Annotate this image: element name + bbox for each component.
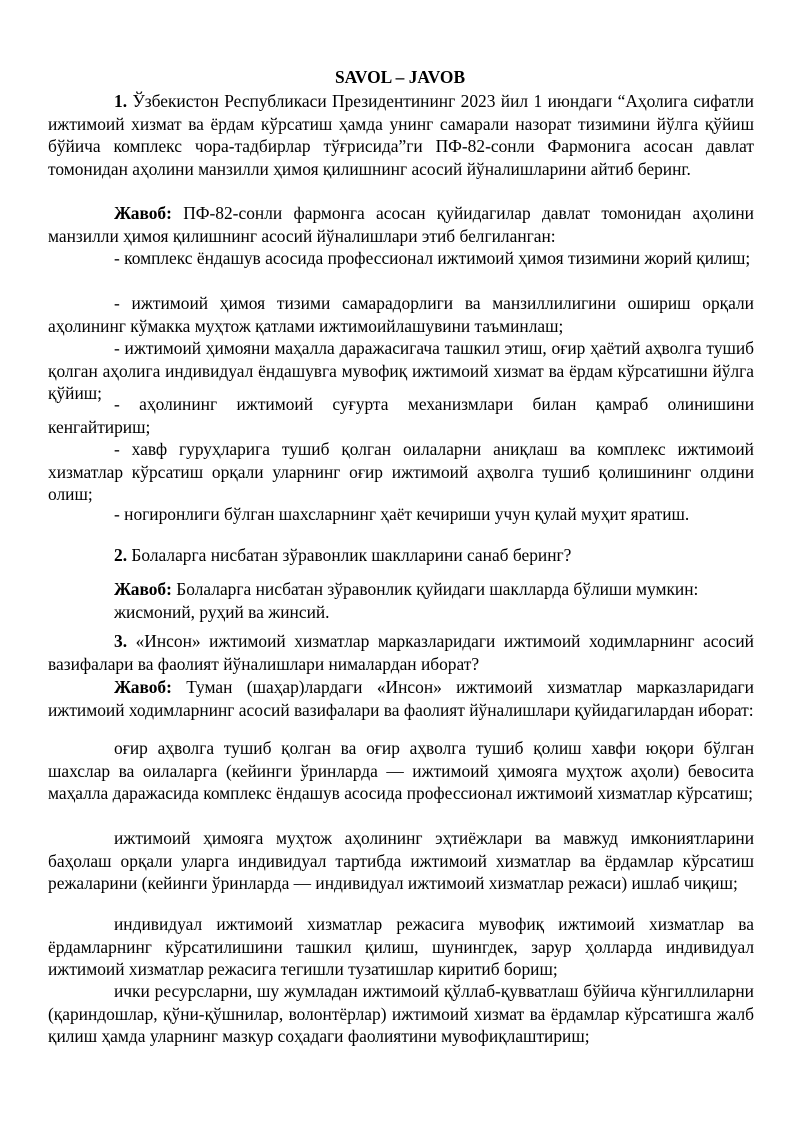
question-number: 3. bbox=[114, 631, 128, 651]
question-number: 1. bbox=[114, 91, 128, 111]
answer-text: Туман (шаҳар)лардаги «Инсон» ижтимоий хизматлар марказларидаги ижтимоий ходимларнинг асосий вазифалари ва фаолият йўналишлари қуйидагилардан иборат: bbox=[48, 677, 754, 720]
list-item: - комплекс ёндашув асосида профессионал ижтимоий ҳимоя тизимини жорий қилиш; bbox=[114, 248, 751, 268]
answer-1 bbox=[48, 202, 754, 247]
answer-label: Жавоб: bbox=[114, 203, 172, 223]
list-item: - ижтимоий ҳимояни маҳалла даражасигача ташкил этиш, оғир ҳаётий аҳволга тушиб қолган аҳолига индивидуал ёндашувга мувофиқ ижтимоий хизмат ва ёрдам кўрсатишни йўлга қўйиш; bbox=[48, 338, 754, 403]
answer-label: Жавоб: bbox=[114, 677, 172, 697]
list-item: оғир аҳволга тушиб қолган ва оғир аҳволга тушиб қолиш хавфи юқори бўлган шахслар ва оилаларга (кейинги ўринларда — ижтимоий ҳимояга муҳтож аҳоли) бевосита маҳалла даражасида комплекс ёндашув асосида профессионал ижтимоий хизматлар кўрсатиш; bbox=[48, 738, 754, 803]
question-text: Болаларга нисбатан зўравонлик шаклларини санаб беринг? bbox=[131, 545, 572, 565]
question-2 bbox=[48, 544, 754, 567]
question-text: Ўзбекистон Республикаси Президентининг 2023 йил 1 июндаги “Аҳолига сифатли ижтимоий хизмат ва ёрдам кўрсатиш ҳамда унинг самарали назорат тизимини йўлга қўйиш бўйича комплекс чора-тадбирлар тўғрисида”ги ПФ-82-сонли Фармонига асосан давлат томонидан аҳолини манзилли ҳимоя қилишнинг асосий йўналишларини айтиб беринг. bbox=[48, 91, 754, 179]
answer-label: Жавоб: bbox=[114, 579, 172, 599]
question-3 bbox=[48, 630, 754, 675]
answer-2 bbox=[114, 578, 754, 623]
question-text: «Инсон» ижтимоий хизматлар марказларидаги ижтимоий ходимларнинг асосий вазифалари ва фаолият йўналишлари нималардан иборат? bbox=[48, 631, 754, 674]
question-number: 2. bbox=[114, 545, 128, 565]
list-item: - ногиронлиги бўлган шахсларнинг ҳаёт кечириши учун қулай муҳит яратиш. bbox=[114, 504, 690, 524]
list-item: ички ресурсларни, шу жумладан ижтимоий қўллаб-қувватлаш бўйича кўнгиллиларни (қариндошлар, қўни-қўшнилар, волонтёрлар) ижтимоий хизмат ва ёрдамлар кўрсатишга жалб қилиш ҳамда уларнинг мазкур соҳадаги фаолиятини мувофиқлаштириш; bbox=[48, 981, 754, 1046]
page-title: SAVOL – JAVOB bbox=[334, 67, 466, 87]
list-item: ижтимоий ҳимояга муҳтож аҳолининг эҳтиёжлари ва мавжуд имкониятларини баҳолаш орқали уларга индивидуал тартибда ижтимоий хизматлар ва ёрдамлар кўрсатиш режаларини (кейинги ўринларда — индивидуал ижтимоий хизматлар режаси) ишлаб чиқиш; bbox=[48, 828, 754, 893]
answer-text: Болаларга нисбатан зўравонлик қуйидаги шаклларда бўлиши мумкин: жисмоний, руҳий ва жинсий. bbox=[114, 579, 699, 622]
question-1 bbox=[48, 90, 754, 180]
list-item: - ижтимоий ҳимоя тизими самарадорлиги ва манзиллилигини ошириш орқали аҳолининг кўмакка муҳтож қатлами ижтимоийлашувини таъминлаш; bbox=[48, 293, 754, 336]
answer-text: ПФ-82-сонли фармонга асосан қуйидагилар давлат томонидан аҳолини манзилли ҳимоя қилишнинг асосий йўналишлари этиб белгиланган: bbox=[48, 203, 754, 246]
list-item: - хавф гуруҳларига тушиб қолган оилаларни аниқлаш ва комплекс ижтимоий хизматлар кўрсатиш орқали уларнинг оғир ижтимоий аҳволга тушиб қолишининг олдини олиш; bbox=[48, 439, 754, 504]
list-item: - аҳолининг ижтимоий суғурта механизмлари билан қамраб олинишини кенгайтириш; bbox=[48, 394, 754, 437]
answer-3 bbox=[48, 676, 754, 721]
list-item: индивидуал ижтимоий хизматлар режасига мувофиқ ижтимоий хизматлар ва ёрдамларнинг кўрсатилишини ташкил қилиш, шунингдек, зарур ҳолларда индивидуал ижтимоий хизматлар режасига тегишли тузатишлар киритиб бориш; bbox=[48, 914, 754, 979]
